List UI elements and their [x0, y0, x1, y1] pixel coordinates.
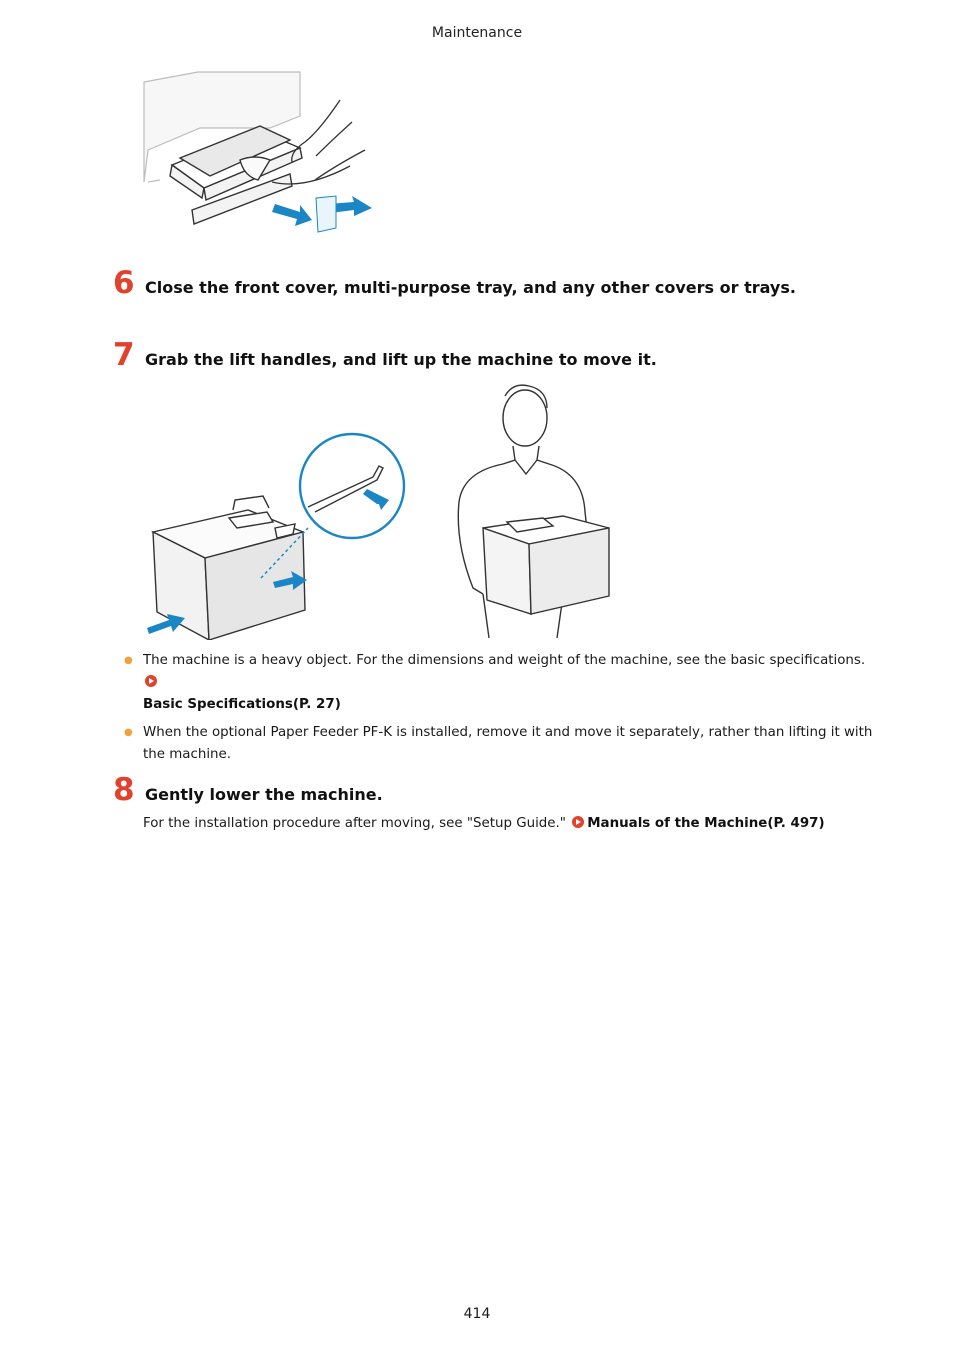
paper-tray-illustration [140, 70, 380, 235]
notes-list [124, 650, 884, 772]
note-text: The machine is a heavy object. For the dimensions and weight of the machine, see the basic specifications. [143, 653, 866, 668]
step-number: 6 [113, 265, 135, 301]
step-number: 7 [113, 337, 135, 373]
bullet-icon: ● [124, 655, 133, 666]
bullet-icon: ● [124, 727, 133, 738]
step-7 [113, 337, 657, 373]
step-6 [113, 265, 796, 301]
step-instruction: Grab the lift handles, and lift up the machine to move it. [145, 350, 657, 369]
list-item [124, 650, 884, 716]
note-text: When the optional Paper Feeder PF-K is installed, remove it and move it separately, rather than lifting it with the machine. [143, 725, 873, 762]
manuals-link[interactable]: Manuals of the Machine(P. 497) [587, 816, 825, 831]
step-8-paragraph [143, 813, 825, 835]
step-instruction: Gently lower the machine. [145, 785, 383, 804]
link-arrow-icon[interactable] [572, 816, 584, 828]
lift-machine-illustration [143, 382, 613, 640]
basic-specifications-link[interactable]: Basic Specifications(P. 27) [143, 697, 341, 712]
list-item [124, 722, 884, 766]
running-header: Maintenance [431, 25, 523, 41]
step-instruction: Close the front cover, multi-purpose tray, and any other covers or trays. [145, 278, 796, 297]
step-8 [113, 772, 383, 808]
link-arrow-icon[interactable] [145, 675, 157, 687]
paragraph-text: For the installation procedure after moving, see "Setup Guide." [143, 816, 566, 831]
step-number: 8 [113, 772, 135, 808]
page-number: 414 [463, 1306, 491, 1322]
